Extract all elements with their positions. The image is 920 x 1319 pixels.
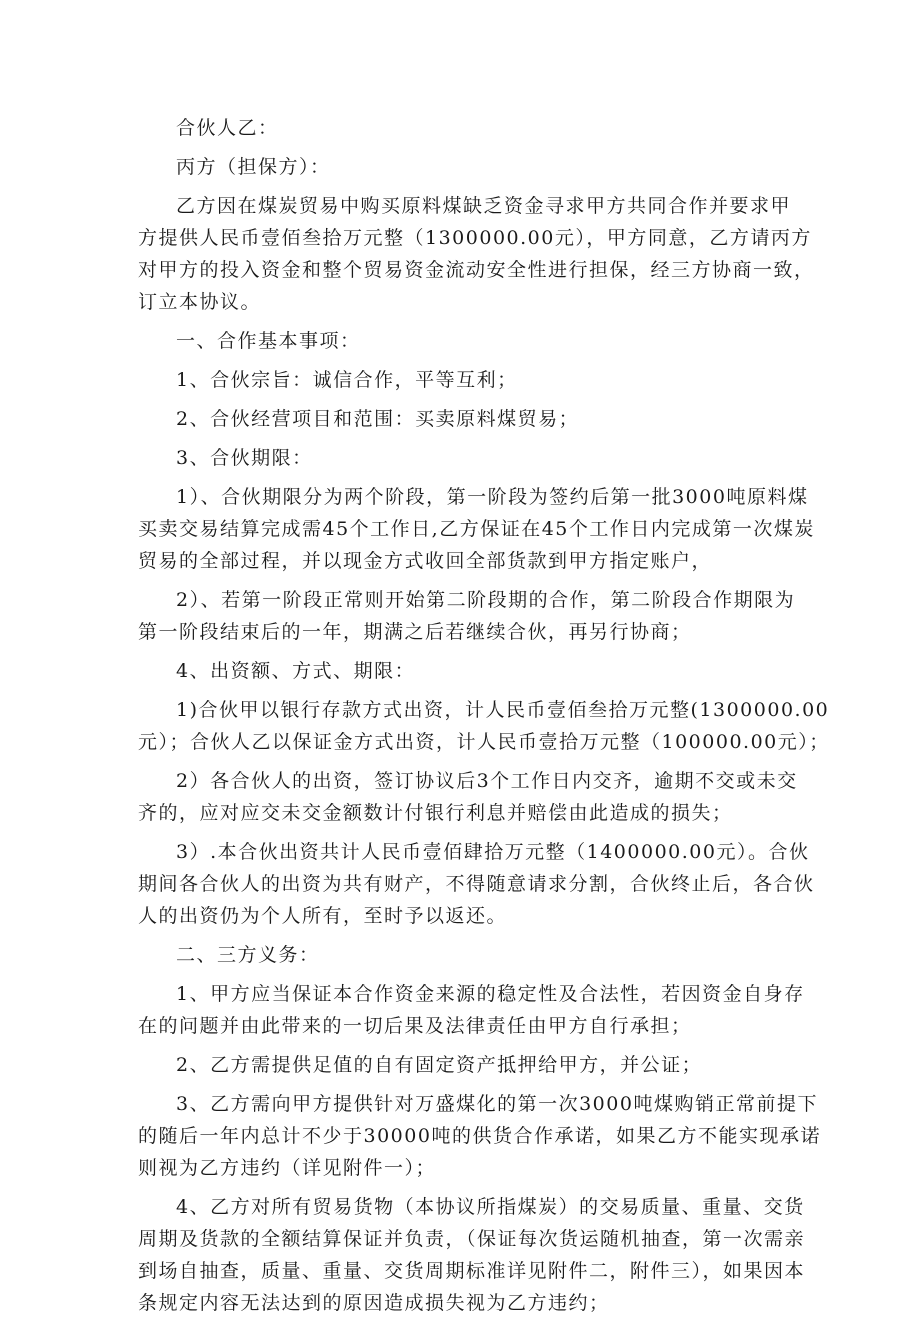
paragraph-spacer <box>138 396 798 403</box>
text-line: 3、合伙期限： <box>176 447 313 469</box>
paragraph-spacer <box>138 357 798 364</box>
text-line: 方提供人民币壹佰叁拾万元整（1300000.00元），甲方同意，乙方请丙方 <box>138 227 812 249</box>
paragraph-item-2-4 <box>138 1191 806 1319</box>
text-line: 1)合伙甲以银行存款方式出资，计人民币壹佰叁拾万元整(1300000.00 <box>176 699 830 721</box>
paragraph-party-c-label <box>138 151 798 183</box>
paragraph-item-1-3-1 <box>138 481 815 577</box>
text-line: 买卖交易结算完成需45个工作日,乙方保证在45个工作日内完成第一次煤炭 <box>138 518 815 540</box>
text-line: 周期及货款的全额结算保证并负责，（保证每次货运随机抽查，第一次需亲 <box>138 1228 806 1250</box>
text-line: 对甲方的投入资金和整个贸易资金流动安全性进行担保，经三方协商一致， <box>138 259 815 281</box>
text-line: 第一阶段结束后的一年，期满之后若继续合伙，再另行协商； <box>138 621 692 643</box>
paragraph-item-1-3-2 <box>138 584 798 648</box>
paragraph-item-2-1 <box>138 978 805 1042</box>
paragraph-item-1-2 <box>138 403 798 435</box>
paragraph-spacer <box>138 758 798 765</box>
text-line: 合伙人乙： <box>176 117 279 139</box>
paragraph-party-b-label <box>138 112 798 144</box>
paragraph-spacer <box>138 829 798 836</box>
paragraph-section-2-heading <box>138 939 798 971</box>
text-line: 1、甲方应当保证本合作资金来源的稳定性及合法性，若因资金自身存 <box>176 983 805 1005</box>
paragraph-spacer <box>138 183 798 190</box>
paragraph-spacer <box>138 932 798 939</box>
text-line: 元）；合伙人乙以保证金方式出资，计人民币壹拾万元整（100000.00元）； <box>138 731 830 753</box>
text-line: 订立本协议。 <box>138 291 262 313</box>
paragraph-spacer <box>138 971 798 978</box>
text-line: 4、乙方对所有贸易货物（本协议所指煤炭）的交易质量、重量、交货 <box>176 1196 805 1218</box>
text-line: 的随后一年内总计不少于30000吨的供货合作承诺，如果乙方不能实现承诺 <box>138 1125 821 1147</box>
paragraph-spacer <box>138 1081 798 1088</box>
text-line: 1、合伙宗旨：诚信合作，平等互利； <box>176 369 518 391</box>
text-line: 期间各合伙人的出资为共有财产，不得随意请求分割，合伙终止后，各合伙 <box>138 873 815 895</box>
paragraph-item-1-4-1 <box>138 694 830 758</box>
text-line: 2、乙方需提供足值的自有固定资产抵押给甲方，并公证； <box>176 1054 703 1076</box>
paragraph-spacer <box>138 577 798 584</box>
text-line: 一、合作基本事项： <box>176 330 361 352</box>
text-line: 二、三方义务： <box>176 944 320 966</box>
text-line: 条规定内容无法达到的原因造成损失视为乙方违约； <box>138 1292 610 1314</box>
paragraph-item-1-4-3 <box>138 836 815 932</box>
text-line: 1）、合伙期限分为两个阶段，第一阶段为签约后第一批3000吨原料煤 <box>176 486 809 508</box>
paragraph-spacer <box>138 474 798 481</box>
paragraph-item-2-3 <box>138 1088 821 1184</box>
paragraph-spacer <box>138 318 798 325</box>
paragraph-spacer <box>138 1184 798 1191</box>
paragraph-item-1-3 <box>138 442 798 474</box>
text-line: 2、合伙经营项目和范围：买卖原料煤贸易； <box>176 408 580 430</box>
paragraph-item-1-1 <box>138 364 798 396</box>
document-body <box>138 112 830 1319</box>
text-line: 2）各合伙人的出资，签订协议后3个工作日内交齐，逾期不交或未交 <box>176 770 798 792</box>
text-line: 2）、若第一阶段正常则开始第二阶段期的合作，第二阶段合作期限为 <box>176 589 796 611</box>
paragraph-item-2-2 <box>138 1049 798 1081</box>
text-line: 3、乙方需向甲方提供针对万盛煤化的第一次3000吨煤购销正常前提下 <box>176 1093 818 1115</box>
text-line: 则视为乙方违约（详见附件一）； <box>138 1157 437 1179</box>
paragraph-spacer <box>138 144 798 151</box>
text-line: 人的出资仍为个人所有，至时予以返还。 <box>138 905 508 927</box>
paragraph-section-1-heading <box>138 325 798 357</box>
text-line: 乙方因在煤炭贸易中购买原料煤缺乏资金寻求甲方共同合作并要求甲 <box>176 195 792 217</box>
text-line: 丙方（担保方）： <box>176 156 331 178</box>
text-line: 4、出资额、方式、期限： <box>176 660 416 682</box>
paragraph-item-1-4-2 <box>138 765 798 829</box>
paragraph-spacer <box>138 1042 798 1049</box>
paragraph-spacer <box>138 687 798 694</box>
text-line: 到场自抽查，质量、重量、交货周期标准详见附件二，附件三），如果因本 <box>138 1260 806 1282</box>
text-line: 齐的，应对应交未交金额数计付银行利息并赔偿由此造成的损失； <box>138 802 733 824</box>
paragraph-spacer <box>138 435 798 442</box>
text-line: 3）.本合伙出资共计人民币壹佰肆拾万元整（1400000.00元）。合伙 <box>176 841 810 863</box>
paragraph-spacer <box>138 648 798 655</box>
text-line: 在的问题并由此带来的一切后果及法律责任由甲方自行承担； <box>138 1015 692 1037</box>
text-line: 贸易的全部过程，并以现金方式收回全部货款到甲方指定账户， <box>138 550 713 572</box>
paragraph-intro <box>138 190 815 318</box>
paragraph-item-1-4 <box>138 655 798 687</box>
